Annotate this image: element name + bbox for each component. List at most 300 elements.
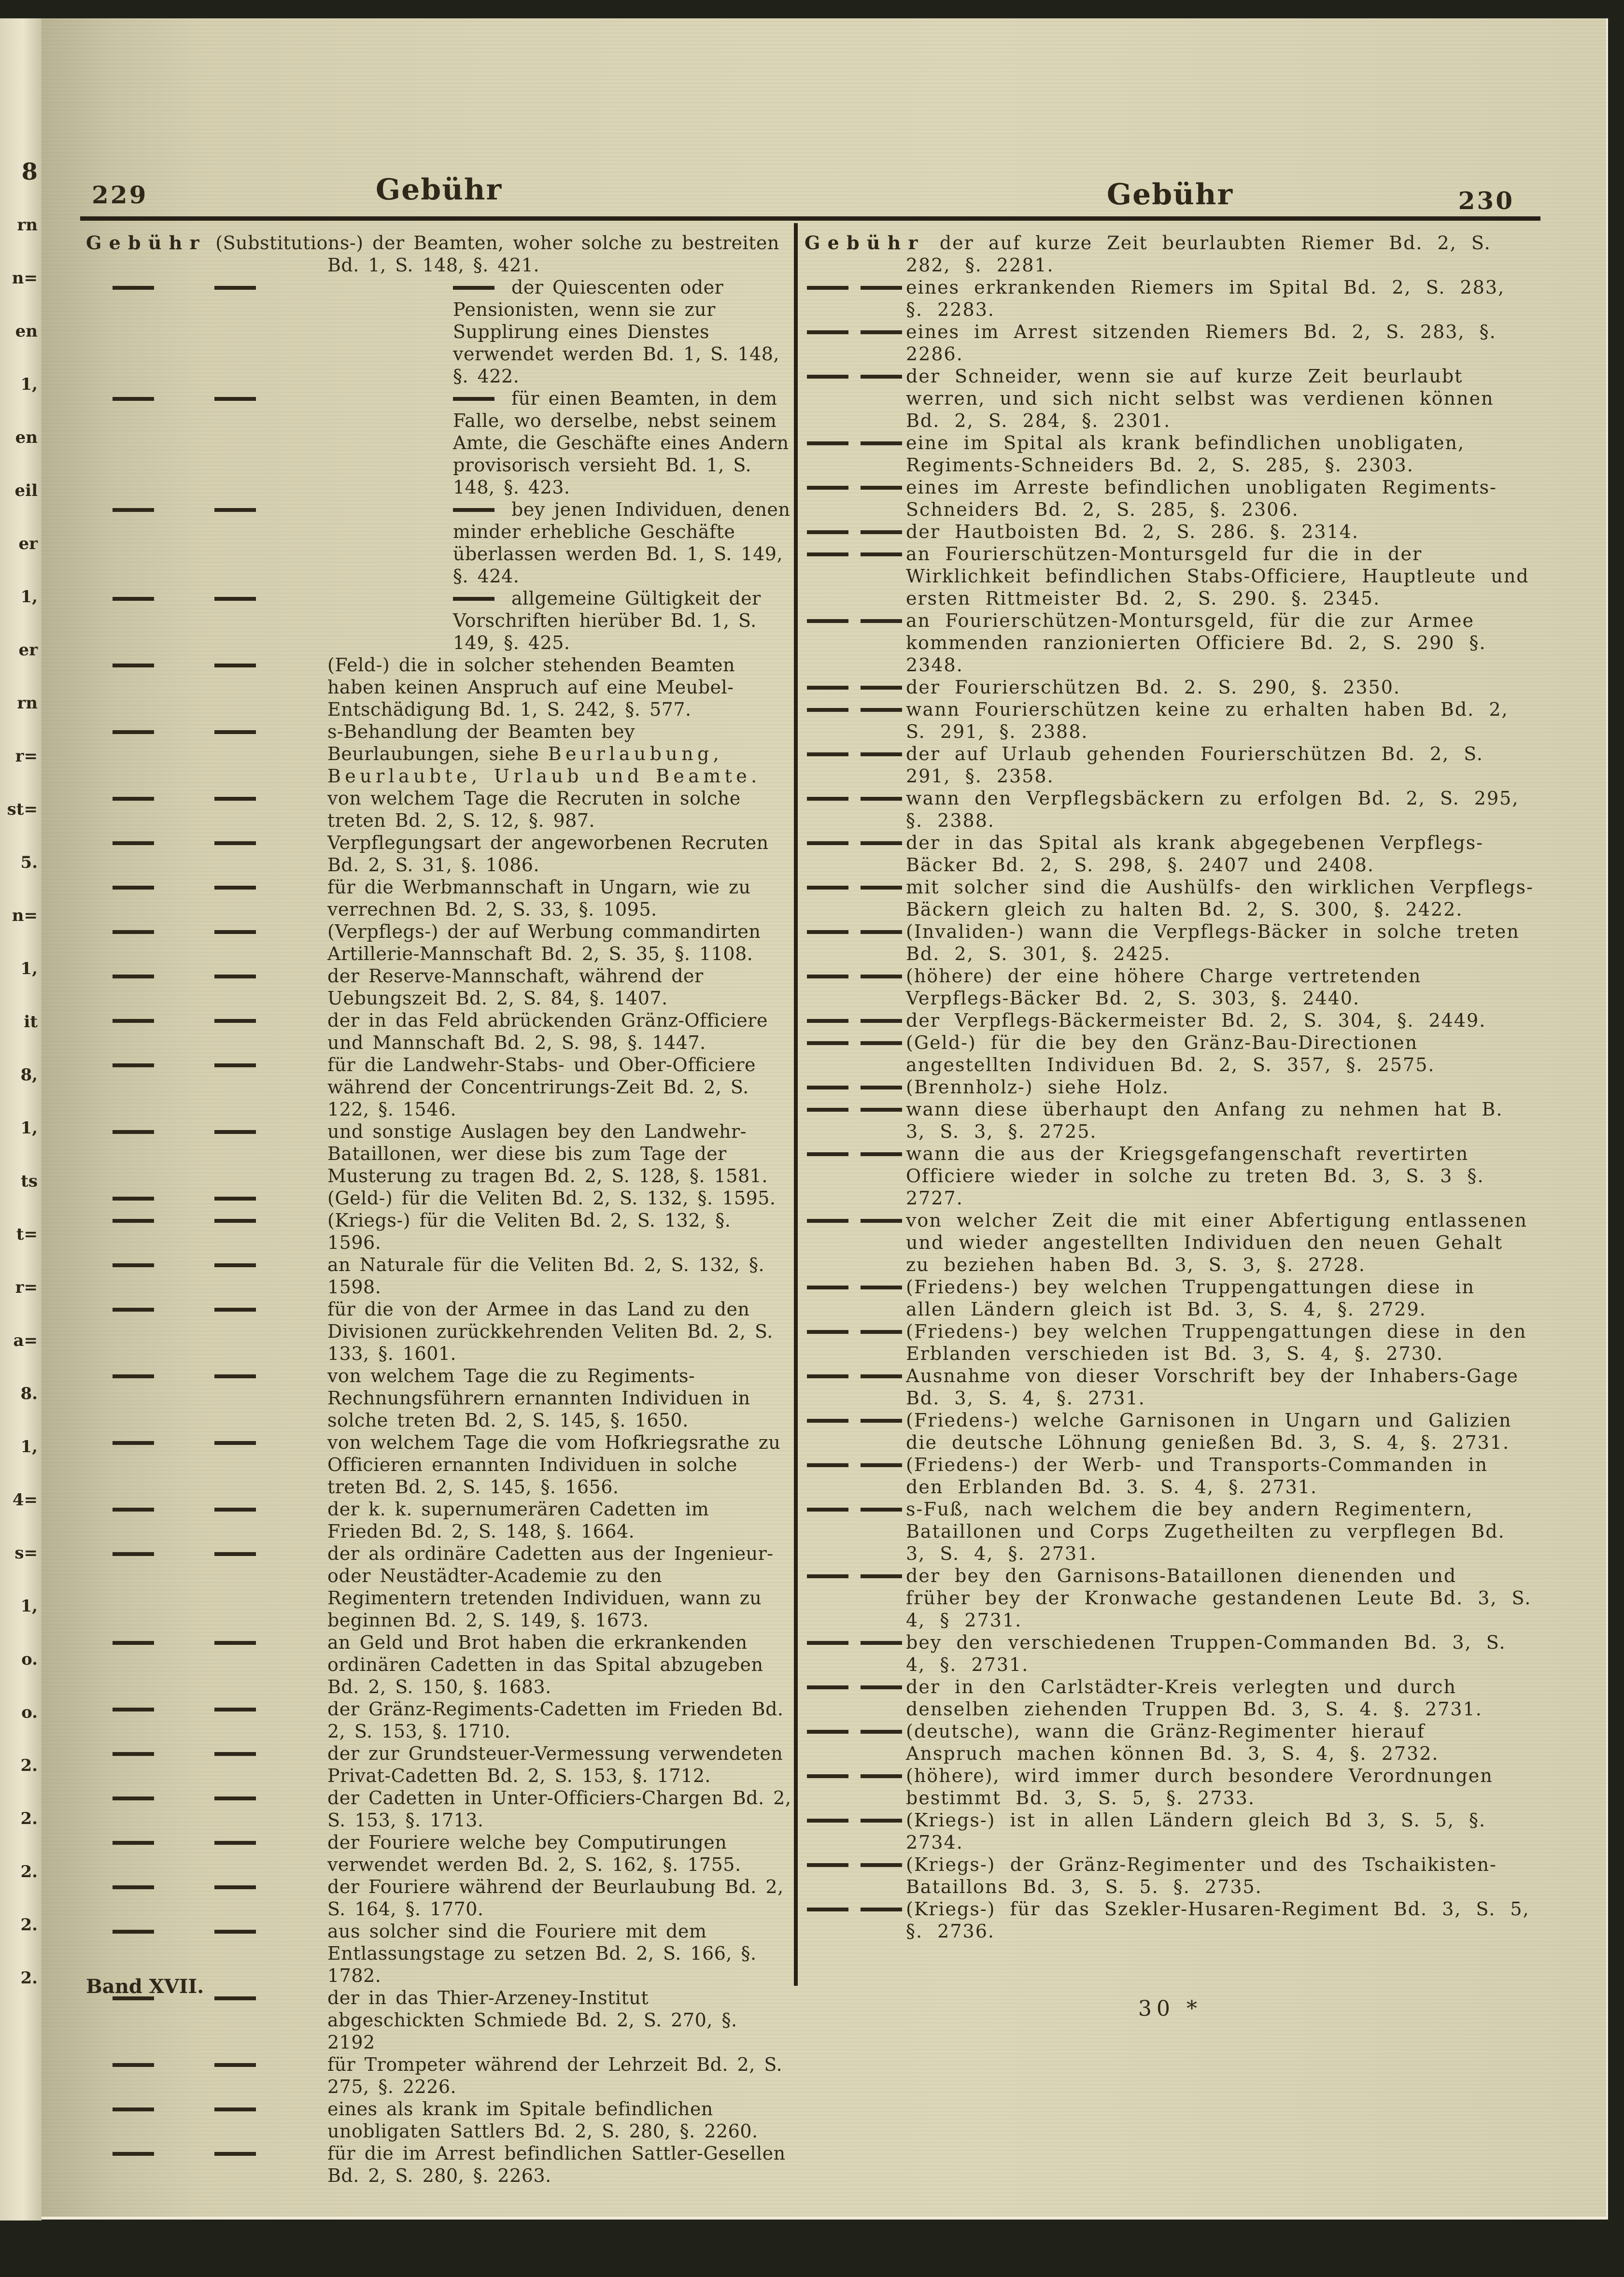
ditto-dash-icon	[807, 1108, 848, 1112]
index-entry	[86, 2053, 792, 2098]
ditto-dash-icon	[113, 1930, 154, 1934]
ditto-dash-icon	[453, 397, 494, 401]
entry-text: der als ordinäre Cadetten aus der Ingenieur- oder Neustädter-Academie zu den Regimentern tretenden Individuen, wann zu beginnen Bd. 2, S. 149, §. 1673.	[327, 1543, 774, 1631]
ditto-dash-icon	[113, 2107, 154, 2111]
ditto-dashes	[805, 743, 906, 765]
index-entry	[805, 1853, 1536, 1898]
ditto-dash-icon	[861, 1685, 902, 1689]
index-entry	[86, 1631, 792, 1698]
entry-text: eines erkrankenden Riemers im Spital Bd. 2, S. 283, §. 2283.	[906, 277, 1505, 320]
ditto-dash-icon	[807, 752, 848, 756]
ditto-dashes	[805, 965, 906, 987]
ditto-dashes	[86, 965, 327, 987]
index-entry	[805, 365, 1536, 432]
ditto-dash-icon	[861, 886, 902, 890]
ditto-dash-icon	[861, 1219, 902, 1223]
entry-text: der Hautboisten Bd. 2, S. 286. §. 2314.	[906, 521, 1359, 542]
entry-text: an Geld und Brot haben die erkrankenden ordinären Cadetten in das Spital abzugeben Bd. 2, S. 150, §. 1683.	[327, 1632, 763, 1697]
ditto-dashes	[805, 1320, 906, 1343]
ditto-dash-icon	[861, 752, 902, 756]
gutter-text-fragments	[0, 18, 42, 1987]
index-entry	[805, 876, 1536, 920]
ditto-dash-icon	[807, 375, 848, 379]
ditto-dashes	[805, 1809, 906, 1831]
entry-text: wann den Verpflegsbäckern zu erfolgen Bd. 2, S. 295, §. 2388.	[906, 788, 1519, 831]
ditto-dash-icon	[861, 1330, 902, 1334]
entry-text: (höhere), wird immer durch besondere Verordnungen bestimmt Bd. 3, S. 5, §. 2733.	[906, 1765, 1493, 1809]
ditto-dashes	[86, 2053, 327, 2076]
ditto-dash-icon	[861, 1152, 902, 1156]
ditto-dash-icon	[214, 508, 256, 512]
index-entry	[805, 1032, 1536, 1076]
entry-text: allgemeine Gültigkeit der Vorschriften hierüber Bd. 1, S. 149, §. 425.	[453, 588, 761, 653]
index-entry	[805, 543, 1536, 609]
ditto-dash-icon	[214, 1197, 256, 1201]
ditto-dash-icon	[113, 797, 154, 801]
index-entry	[86, 920, 792, 965]
index-entry	[805, 1365, 1536, 1409]
ditto-dash-icon	[861, 1508, 902, 1512]
ditto-dashes	[805, 1565, 906, 1587]
ditto-dashes	[805, 1076, 906, 1098]
text-fragment: 1,	[20, 375, 38, 394]
ditto-dashes	[805, 876, 906, 898]
ditto-dashes	[86, 498, 327, 521]
entry-text: der Gränz-Regiments-Cadetten im Frieden Bd. 2, S. 153, §. 1710.	[327, 1698, 784, 1742]
index-entry	[86, 1209, 792, 1254]
ditto-dashes	[86, 1831, 327, 1853]
ditto-dash-icon	[214, 1508, 256, 1512]
entry-text: (Feld-) die in solcher stehenden Beamten haben keinen Anspruch auf eine Meubel-Entschädigung Bd. 1, S. 242, §. 577.	[327, 654, 735, 720]
index-entry	[86, 1054, 792, 1120]
ditto-dashes	[805, 920, 906, 943]
index-entry	[805, 1320, 1536, 1365]
entry-text: (Geld-) für die Veliten Bd. 2, S. 132, §. 1595.	[327, 1188, 776, 1209]
index-entry	[86, 232, 792, 276]
ditto-dash-icon	[214, 1552, 256, 1556]
entry-text: Gebühr der auf kurze Zeit beurlaubten Riemer Bd. 2, S. 282, §. 2281.	[805, 232, 1491, 276]
text-fragment: er	[18, 534, 38, 553]
ditto-dashes	[805, 1765, 906, 1787]
ditto-dash-icon	[214, 730, 256, 734]
ditto-dash-icon	[807, 708, 848, 712]
entry-text: für die Werbmannschaft in Ungarn, wie zu verrechnen Bd. 2, S. 33, §. 1095.	[327, 877, 751, 920]
ditto-dash-icon	[214, 597, 256, 601]
book-page	[42, 18, 1608, 2220]
ditto-dash-icon	[113, 930, 154, 934]
keyword-gebuehr: Gebühr	[86, 232, 207, 254]
ditto-dashes	[86, 1920, 327, 1942]
text-fragment: 5.	[20, 853, 38, 872]
index-entry	[805, 1454, 1536, 1498]
text-fragment: n=	[12, 906, 38, 925]
index-entry	[805, 1409, 1536, 1454]
text-fragment: er	[18, 640, 38, 660]
ditto-dash-icon	[807, 1819, 848, 1823]
entry-text: für die im Arrest befindlichen Sattler-Gesellen Bd. 2, S. 280, §. 2263.	[327, 2143, 786, 2186]
ditto-dash-icon	[113, 1219, 154, 1223]
ditto-dash-icon	[214, 2152, 256, 2156]
ditto-dash-icon	[113, 1552, 154, 1556]
ditto-dash-icon	[807, 1374, 848, 1378]
ditto-dash-icon	[807, 1286, 848, 1289]
ditto-dash-icon	[807, 1330, 848, 1334]
entry-text: eines im Arreste befindlichen unobligaten Regiments-Schneiders Bd. 2, S. 285, §. 2306.	[906, 477, 1497, 520]
entry-text: (Friedens-) welche Garnisonen in Ungarn und Galizien die deutsche Löhnung genießen Bd. 3, S. 4, §. 2731.	[906, 1410, 1512, 1453]
ditto-dash-icon	[453, 508, 494, 512]
entry-text: der Verpflegs-Bäckermeister Bd. 2, S. 304, §. 2449.	[906, 1010, 1486, 1031]
ditto-dash-icon	[807, 286, 848, 290]
ditto-dashes	[805, 321, 906, 343]
entry-text: der Fouriere welche bey Computirungen verwendet werden Bd. 2, S. 162, §. 1755.	[327, 1832, 741, 1875]
text-fragment: 8,	[20, 1065, 38, 1085]
text-fragment: 8	[21, 158, 38, 185]
ditto-dash-icon	[861, 1374, 902, 1378]
ditto-dash-icon	[861, 1086, 902, 1089]
index-entry	[805, 1631, 1536, 1676]
ditto-dashes	[805, 1853, 906, 1876]
text-fragment: 8.	[20, 1384, 38, 1403]
ditto-dash-icon	[113, 2152, 154, 2156]
ditto-dash-icon	[113, 1752, 154, 1756]
ditto-dash-icon	[214, 1796, 256, 1800]
column-divider-rule	[794, 223, 798, 1986]
index-entry	[805, 1498, 1536, 1565]
ditto-dashes	[86, 721, 327, 743]
index-entry	[86, 876, 792, 920]
ditto-dash-icon	[113, 1508, 154, 1512]
ditto-dashes	[805, 1032, 906, 1054]
text-fragment: en	[15, 428, 38, 447]
index-entry	[805, 1076, 1536, 1098]
ditto-dashes	[805, 543, 906, 565]
entry-text: (Invaliden-) wann die Verpflegs-Bäcker in solche treten Bd. 2, S. 301, §. 2425.	[906, 921, 1520, 964]
index-entry	[805, 743, 1536, 787]
ditto-dash-icon	[861, 1774, 902, 1778]
ditto-dash-icon	[861, 1108, 902, 1112]
ditto-dash-icon	[214, 1752, 256, 1756]
ditto-dash-icon	[861, 1908, 902, 1911]
index-entry	[86, 1254, 792, 1298]
page-number-right: 230	[1458, 186, 1514, 215]
entry-text: der zur Grundsteuer-Vermessung verwendeten Privat-Cadetten Bd. 2, S. 153, §. 1712.	[327, 1743, 783, 1786]
ditto-dashes	[86, 876, 327, 898]
entry-text: der auf Urlaub gehenden Fourierschützen Bd. 2, S. 291, §. 2358.	[906, 743, 1483, 787]
entry-text: (Friedens-) bey welchen Truppengattungen diese in allen Ländern gleich ist Bd. 3, S. 4, §. 2729.	[906, 1276, 1475, 1320]
ditto-dash-icon	[807, 486, 848, 490]
entry-text: (höhere) der eine höhere Charge vertretenden Verpflegs-Bäcker Bd. 2, S. 303, §. 2440.	[906, 965, 1422, 1009]
index-entry	[805, 676, 1536, 698]
ditto-dash-icon	[214, 1841, 256, 1845]
ditto-dash-icon	[807, 1041, 848, 1045]
index-entry	[805, 1565, 1536, 1631]
index-entry	[805, 432, 1536, 476]
header-rule	[80, 216, 1540, 221]
ditto-dash-icon	[214, 1708, 256, 1711]
ditto-dashes	[805, 1098, 906, 1120]
index-column-left	[86, 232, 792, 2187]
index-entry	[86, 1876, 792, 1920]
text-fragment: 2.	[20, 1862, 38, 1881]
ditto-dash-icon	[861, 1574, 902, 1578]
ditto-dash-icon	[214, 664, 256, 667]
ditto-dash-icon	[214, 1130, 256, 1134]
index-entry	[86, 965, 792, 1009]
ditto-dashes	[86, 1009, 327, 1032]
ditto-dash-icon	[807, 930, 848, 934]
index-entry	[805, 321, 1536, 365]
ditto-dash-icon	[113, 1441, 154, 1445]
entry-text: eines im Arrest sitzenden Riemers Bd. 2, S. 283, §. 2286.	[906, 321, 1497, 365]
entry-text: (Friedens-) der Werb- und Transports-Commanden in den Erblanden Bd. 3. S. 4, §. 2731.	[906, 1454, 1488, 1498]
text-fragment: 2.	[20, 1915, 38, 1935]
ditto-dash-icon	[113, 975, 154, 978]
index-entry	[805, 787, 1536, 832]
ditto-dash-icon	[113, 508, 154, 512]
ditto-dashes	[86, 1120, 327, 1143]
ditto-dash-icon	[807, 797, 848, 801]
ditto-dash-icon	[214, 1885, 256, 1889]
ditto-dashes	[86, 1498, 327, 1520]
ditto-dash-icon	[453, 597, 494, 601]
keyword-gebuehr: Gebühr	[805, 232, 925, 254]
entry-text: der bey den Garnisons-Bataillonen dienenden und früher bey der Kronwache gestandenen Leute Bd. 3, S. 4, § 2731.	[906, 1565, 1532, 1631]
page-number-left: 229	[92, 181, 148, 209]
index-entry	[805, 609, 1536, 676]
entry-text: der Quiescenten oder Pensionisten, wenn sie zur Supplirung eines Dienstes verwendet werden Bd. 1, S. 148, §. 422.	[453, 277, 780, 387]
index-entry	[86, 2142, 792, 2187]
text-fragment: s=	[14, 1543, 38, 1563]
ditto-dashes	[805, 1409, 906, 1431]
ditto-dash-icon	[807, 552, 848, 556]
ditto-dashes	[805, 1898, 906, 1920]
ditto-dash-icon	[113, 1063, 154, 1067]
entry-text: an Fourierschützen-Montursgeld, für die zur Armee kommenden ranzionierten Officiere Bd. 2, S. 290 §. 2348.	[906, 610, 1486, 676]
running-head-left: Gebühr	[375, 173, 503, 207]
entry-text: von welchem Tage die Recruten in solche treten Bd. 2, S. 12, §. 987.	[327, 788, 741, 831]
index-entry	[86, 1009, 792, 1054]
entry-text: der Fouriere während der Beurlaubung Bd. 2, S. 164, §. 1770.	[327, 1876, 784, 1920]
ditto-dash-icon	[807, 1641, 848, 1645]
index-entry	[86, 787, 792, 832]
ditto-dash-icon	[214, 1641, 256, 1645]
text-fragment: en	[15, 322, 38, 341]
entry-text: (Geld-) für die bey den Gränz-Bau-Directionen angestellten Individuen Bd. 2, S. 357, §. 2575.	[906, 1032, 1435, 1075]
ditto-dashes	[805, 698, 906, 721]
ditto-dash-icon	[861, 1863, 902, 1867]
entry-text: für Trompeter während der Lehrzeit Bd. 2, S. 275, §. 2226.	[327, 2054, 783, 2097]
entry-text: an Fourierschützen-Montursgeld fur die in der Wirklichkeit befindlichen Stabs-Officiere, Hauptleute und ersten Rittmeister Bd. 2, S. 290. §. 2345.	[906, 543, 1529, 609]
ditto-dashes	[805, 432, 906, 454]
text-fragment: ts	[21, 1172, 38, 1191]
ditto-dashes	[805, 1454, 906, 1476]
entry-text: (Verpflegs-) der auf Werbung commandirten Artillerie-Mannschaft Bd. 2, S. 35, §. 1108.	[327, 921, 761, 964]
index-entry	[86, 1431, 792, 1498]
ditto-dash-icon	[113, 286, 154, 290]
ditto-dashes	[86, 387, 327, 410]
entry-text: der Fourierschützen Bd. 2. S. 290, §. 2350.	[906, 677, 1400, 698]
ditto-dashes	[805, 832, 906, 854]
ditto-dash-icon	[807, 1685, 848, 1689]
ditto-dashes	[805, 1720, 906, 1742]
ditto-dash-icon	[214, 1263, 256, 1267]
index-entry	[805, 1276, 1536, 1320]
index-entry	[86, 1542, 792, 1631]
ditto-dash-icon	[214, 2063, 256, 2067]
ditto-dashes	[805, 609, 906, 632]
index-entry	[86, 1698, 792, 1742]
ditto-dash-icon	[861, 930, 902, 934]
index-entry	[805, 1720, 1536, 1765]
ditto-dash-icon	[807, 886, 848, 890]
ditto-dash-icon	[453, 286, 494, 290]
ditto-dash-icon	[214, 1374, 256, 1378]
ditto-dash-icon	[861, 530, 902, 534]
ditto-dash-icon	[807, 619, 848, 623]
ditto-dashes	[86, 276, 327, 298]
running-head-right: Gebühr	[1106, 178, 1234, 212]
entry-text: aus solcher sind die Fouriere mit dem Entlassungstage zu setzen Bd. 2, S. 166, §. 1782.	[327, 1921, 757, 1986]
ditto-dash-icon	[807, 1863, 848, 1867]
index-entry	[86, 1187, 792, 1209]
ditto-dashes	[86, 654, 327, 676]
ditto-dashes	[805, 676, 906, 698]
ditto-dash-icon	[861, 1641, 902, 1645]
ditto-dashes	[805, 1631, 906, 1654]
ditto-dash-icon	[214, 1930, 256, 1934]
ditto-dash-icon	[214, 286, 256, 290]
ditto-dashes	[86, 920, 327, 943]
ditto-dashes	[86, 1254, 327, 1276]
ditto-dash-icon	[861, 375, 902, 379]
index-entry	[86, 654, 792, 721]
ditto-dash-icon	[861, 1019, 902, 1023]
ditto-dash-icon	[861, 686, 902, 690]
ditto-dash-icon	[113, 2063, 154, 2067]
index-entry	[805, 1209, 1536, 1276]
ditto-dash-icon	[807, 1152, 848, 1156]
entry-text: der in das Spital als krank abgegebenen Verpflegs-Bäcker Bd. 2, S. 298, §. 2407 und 2408.	[906, 832, 1484, 876]
index-entry	[805, 232, 1536, 276]
ditto-dashes	[86, 1542, 327, 1565]
ditto-dash-icon	[861, 486, 902, 490]
ditto-dash-icon	[113, 1841, 154, 1845]
ditto-dash-icon	[861, 708, 902, 712]
ditto-dashes	[805, 1365, 906, 1387]
ditto-dashes	[805, 1676, 906, 1698]
entry-text: (Friedens-) bey welchen Truppengattungen diese in den Erblanden verschieden ist Bd. 3, S. 4, §. 2730.	[906, 1321, 1527, 1364]
index-entry	[86, 1298, 792, 1365]
text-fragment: 1,	[20, 959, 38, 978]
index-entry	[805, 1009, 1536, 1032]
ditto-dashes	[86, 1787, 327, 1809]
index-entry	[805, 1098, 1536, 1143]
index-entry	[805, 965, 1536, 1009]
text-fragment: 4=	[12, 1490, 38, 1510]
index-entry	[86, 1831, 792, 1876]
ditto-dash-icon	[113, 1197, 154, 1201]
ditto-dash-icon	[113, 730, 154, 734]
ditto-dashes	[86, 587, 327, 609]
ditto-dash-icon	[214, 797, 256, 801]
ditto-dash-icon	[861, 552, 902, 556]
ditto-dash-icon	[113, 1708, 154, 1711]
text-fragment: 2.	[20, 1756, 38, 1775]
ditto-dashes	[805, 1009, 906, 1032]
entry-text: von welchem Tage die zu Regiments-Rechnungsführern ernannten Individuen in solche treten Bd. 2, S. 145, §. 1650.	[327, 1365, 750, 1431]
index-entry	[86, 387, 792, 498]
index-entry	[805, 521, 1536, 543]
entry-text: (Brennholz-) siehe Holz.	[906, 1076, 1170, 1098]
entry-text: wann diese überhaupt den Anfang zu nehmen hat B. 3, S. 3, §. 2725.	[906, 1099, 1503, 1142]
index-entry	[805, 1765, 1536, 1809]
entry-text: s-Fuß, nach welchem die bey andern Regimentern, Bataillonen und Corps Zugetheilten zu verpflegen Bd. 3, S. 4, §. 2731.	[906, 1499, 1505, 1564]
text-fragment: r=	[15, 1278, 38, 1297]
index-entry	[86, 498, 792, 587]
ditto-dash-icon	[214, 841, 256, 845]
ditto-dash-icon	[214, 1063, 256, 1067]
index-entry	[805, 276, 1536, 321]
index-entry	[86, 276, 792, 387]
ditto-dash-icon	[861, 441, 902, 445]
ditto-dash-icon	[807, 1908, 848, 1911]
text-fragment: t=	[16, 1225, 38, 1244]
entry-text: (Kriegs-) für das Szekler-Husaren-Regiment Bd. 3, S. 5, §. 2736.	[906, 1898, 1530, 1942]
ditto-dash-icon	[113, 1374, 154, 1378]
index-entry	[86, 1742, 792, 1787]
index-entry	[86, 1498, 792, 1542]
ditto-dash-icon	[214, 930, 256, 934]
text-fragment: o.	[21, 1650, 38, 1669]
entry-text: der in das Feld abrückenden Gränz-Officiere und Mannschaft Bd. 2, S. 98, §. 1447.	[327, 1010, 768, 1053]
entry-text: der Reserve-Mannschaft, während der Uebungszeit Bd. 2, S. 84, §. 1407.	[327, 965, 704, 1009]
entry-text: der in das Thier-Arzeney-Institut abgeschickten Schmiede Bd. 2, S. 270, §. 2192	[327, 1987, 737, 2053]
entry-text: für die Landwehr-Stabs- und Ober-Officiere während der Concentrirungs-Zeit Bd. 2, S. 122, §. 1546.	[327, 1054, 756, 1120]
ditto-dash-icon	[214, 397, 256, 401]
ditto-dash-icon	[214, 1019, 256, 1023]
entry-text: und sonstige Auslagen bey den Landwehr-Bataillonen, wer diese bis zum Tage der Musterung zu tragen Bd. 2, S. 128, §. 1581.	[327, 1121, 768, 1187]
ditto-dash-icon	[214, 1308, 256, 1312]
ditto-dashes	[86, 2098, 327, 2120]
ditto-dash-icon	[807, 1419, 848, 1423]
ditto-dash-icon	[861, 1041, 902, 1045]
ditto-dash-icon	[113, 1308, 154, 1312]
ditto-dash-icon	[214, 1996, 256, 2000]
index-entry	[86, 1120, 792, 1187]
ditto-dash-icon	[807, 441, 848, 445]
entry-text: wann die aus der Kriegsgefangenschaft revertirten Officiere wieder in solche zu treten Bd. 3, S. 3 §. 2727.	[906, 1143, 1484, 1209]
ditto-dash-icon	[113, 597, 154, 601]
cross-reference-terms: Beurlaubung, Beurlaubte, Urlaub und Beamte.	[327, 743, 761, 787]
text-fragment: 1,	[20, 1597, 38, 1616]
index-entry	[805, 698, 1536, 743]
text-fragment: rn	[17, 215, 38, 235]
facing-page-edge	[0, 18, 42, 2220]
index-entry	[86, 721, 792, 787]
text-fragment: 2.	[20, 1809, 38, 1828]
ditto-dashes	[86, 1054, 327, 1076]
entry-text: Ausnahme von dieser Vorschrift bey der Inhabers-Gage Bd. 3, S. 4, §. 2731.	[906, 1365, 1519, 1409]
entry-text: von welcher Zeit die mit einer Abfertigung entlassenen und wieder angestellten Individuen den neuen Gehalt zu beziehen haben Bd. 3, S. 3, §. 2728.	[906, 1210, 1527, 1275]
ditto-dash-icon	[861, 286, 902, 290]
ditto-dash-icon	[214, 886, 256, 890]
ditto-dash-icon	[113, 1019, 154, 1023]
ditto-dash-icon	[214, 2107, 256, 2111]
text-fragment: n=	[12, 269, 38, 288]
ditto-dash-icon	[113, 664, 154, 667]
ditto-dash-icon	[861, 975, 902, 978]
ditto-dash-icon	[113, 1130, 154, 1134]
